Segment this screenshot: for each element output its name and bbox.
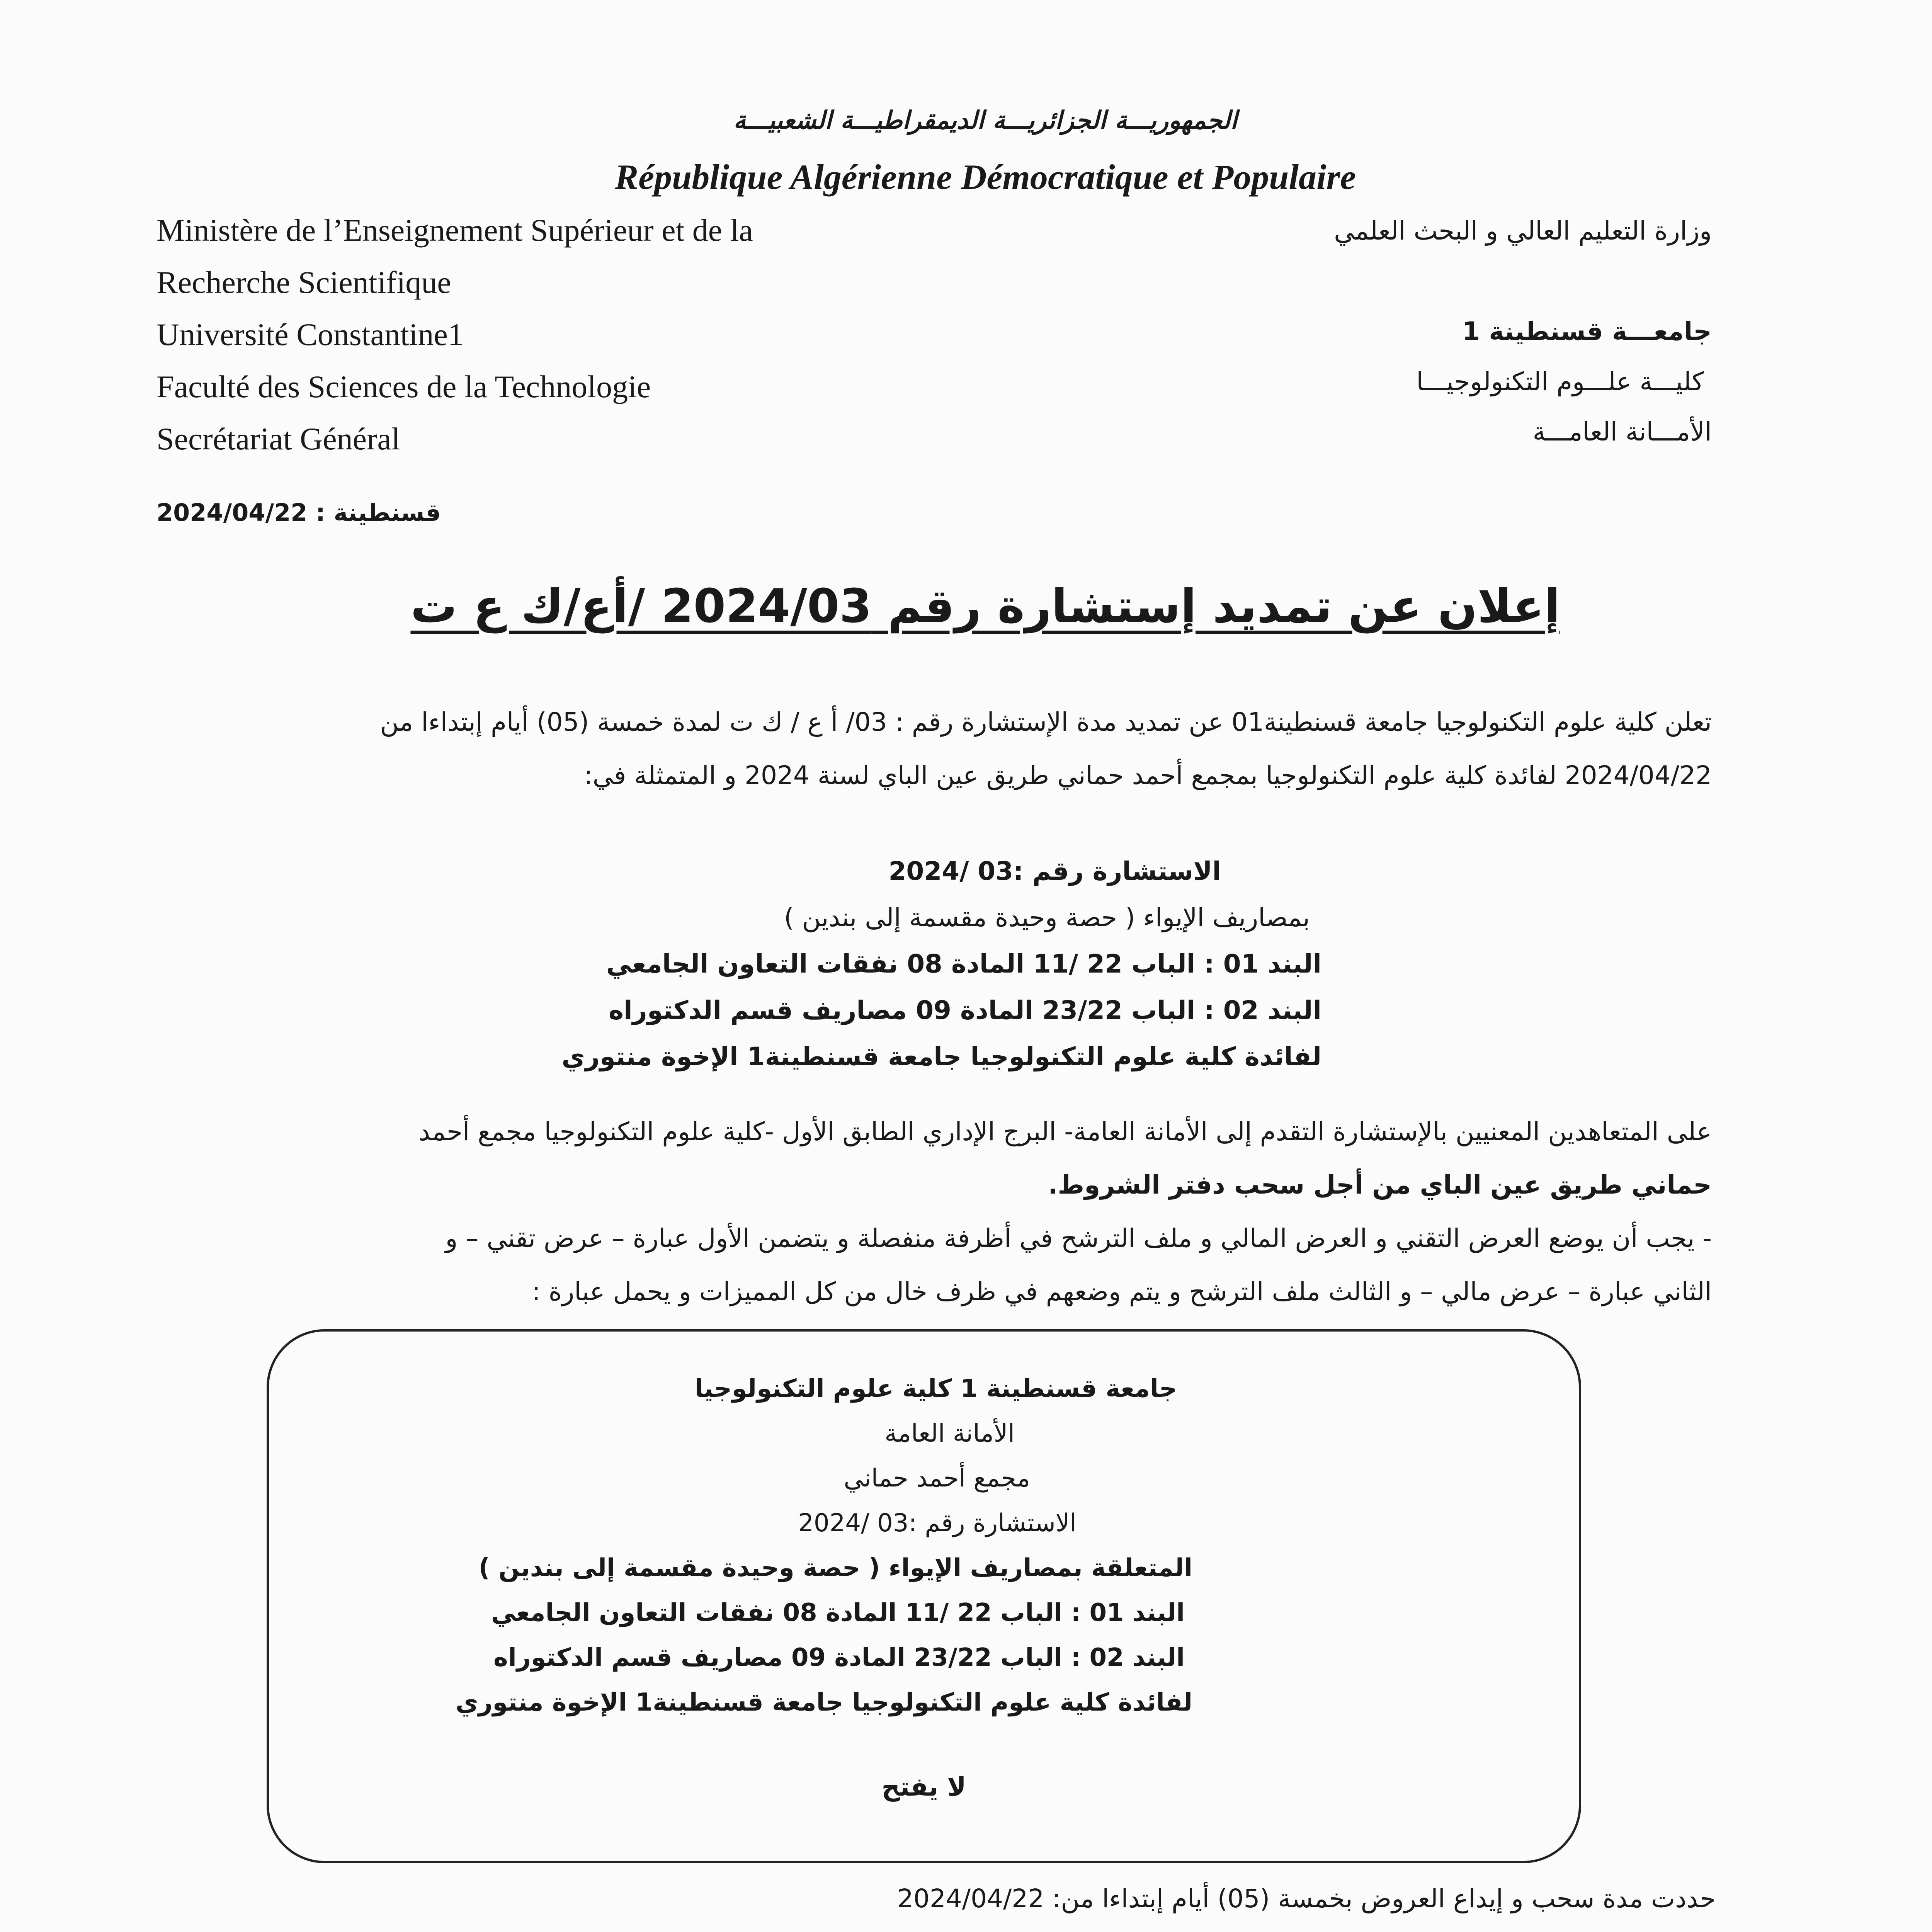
header-secretariat-fr: Secrétariat Général bbox=[156, 421, 400, 456]
header-research-fr: Recherche Scientifique bbox=[156, 265, 451, 300]
header-faculty-fr: Faculté des Sciences de la Technologie bbox=[156, 369, 651, 404]
instructions-line-2: حماني طريق عين الباي من أجل سحب دفتر الشروط. bbox=[1048, 1170, 1712, 1200]
consultation-block bbox=[549, 848, 1321, 1080]
consultation-number: الاستشارة رقم :03 /2024 bbox=[888, 856, 1221, 886]
consultation-subject: بمصاريف الإيواء ( حصة وحيدة مقسمة إلى بندين ) bbox=[784, 903, 1310, 932]
instructions-line-3: - يجب أن يوضع العرض التقني و العرض المالي و ملف الترشح في أظرفة منفصلة و يتضمن الأول عبارة – عرض تقني – و bbox=[445, 1223, 1712, 1253]
intro-line-1: تعلن كلية علوم التكنولوجيا جامعة قسنطينة01 عن تمديد مدة الإستشارة رقم : 03/ أ ع / ك ت لمدة خمسة (05) أيام إبتداءا من bbox=[380, 707, 1712, 737]
envelope-line-complex: مجمع أحمد حماني bbox=[844, 1464, 1030, 1493]
envelope-line-item-2: البند 02 : الباب 23/22 المادة 09 مصاريف قسم الدكتوراه bbox=[493, 1643, 1185, 1672]
consultation-item-1: البند 01 : الباب 22 /11 المادة 08 نفقات التعاون الجامعي bbox=[606, 949, 1321, 979]
header-secretariat-ar: الأمـــانة العامـــة bbox=[1532, 417, 1712, 447]
envelope-line-number: الاستشارة رقم :03 /2024 bbox=[798, 1509, 1077, 1537]
republic-name-fr: République Algérienne Démocratique et Populaire bbox=[614, 157, 1356, 197]
instructions-paragraph bbox=[156, 1105, 1712, 1318]
envelope-line-subject: المتعلقة بمصاريف الإيواء ( حصة وحيدة مقسمة إلى بندين ) bbox=[478, 1554, 1192, 1582]
instructions-line-4: الثاني عبارة – عرض مالي – و الثالث ملف الترشح و يتم وضعهم في ظرف خال من كل المميزات و يحمل عبارة : bbox=[532, 1277, 1712, 1306]
instructions-line-1: على المتعاهدين المعنيين بالإستشارة التقدم إلى الأمانة العامة- البرج الإداري الطابق الأول -كلية علوم التكنولوجيا مجمع أحمد bbox=[418, 1117, 1712, 1146]
intro-paragraph bbox=[156, 696, 1712, 802]
announcement-title bbox=[0, 580, 1932, 633]
envelope-line-secretariat: الأمانة العامة bbox=[884, 1419, 1015, 1448]
announcement-title-text: إعلان عن تمديد إستشارة رقم 2024/03 /أع/ك ع ت bbox=[410, 580, 1560, 633]
republic-name-ar: الجمهوريـــة الجزائريـــة الديمقراطيـــة الشعبيـــة bbox=[733, 106, 1237, 135]
consultation-item-2: البند 02 : الباب 23/22 المادة 09 مصاريف قسم الدكتوراه bbox=[609, 995, 1321, 1025]
envelope-line-beneficiary: لفائدة كلية علوم التكنولوجيا جامعة قسنطينة1 الإخوة منتوري bbox=[456, 1688, 1192, 1717]
deadline-line-1: حددت مدة سحب و إيداع العروض بخمسة (05) أيام إبتداءا من: 2024/04/22 bbox=[897, 1884, 1716, 1913]
header-ministry-fr: Ministère de l’Enseignement Supérieur et de la bbox=[156, 213, 753, 248]
header-ministry-ar: وزارة التعليم العالي و البحث العلمي bbox=[1334, 216, 1712, 246]
date-line: قسنطينة : 2024/04/22 bbox=[156, 498, 441, 527]
header-university-fr: Université Constantine1 bbox=[156, 317, 464, 352]
envelope-line-item-1: البند 01 : الباب 22 /11 المادة 08 نفقات التعاون الجامعي bbox=[491, 1599, 1185, 1627]
header-faculty-ar: كليـــة علـــوم التكنولوجيـــا bbox=[1416, 367, 1704, 396]
envelope-text bbox=[456, 1366, 1192, 1725]
envelope-label-box bbox=[267, 1329, 1581, 1863]
intro-line-2: 2024/04/22 لفائدة كلية علوم التكنولوجيا بمجمع أحمد حماني طريق عين الباي لسنة 2024 و المتمثلة في: bbox=[584, 760, 1712, 790]
envelope-do-not-open: لا يفتح bbox=[881, 1772, 966, 1802]
header-university-ar: جامعـــة قسنطينة 1 bbox=[1462, 316, 1712, 346]
envelope-line-university: جامعة قسنطينة 1 كلية علوم التكنولوجيا bbox=[694, 1374, 1177, 1403]
consultation-beneficiary: لفائدة كلية علوم التكنولوجيا جامعة قسنطينة1 الإخوة منتوري bbox=[561, 1042, 1321, 1071]
